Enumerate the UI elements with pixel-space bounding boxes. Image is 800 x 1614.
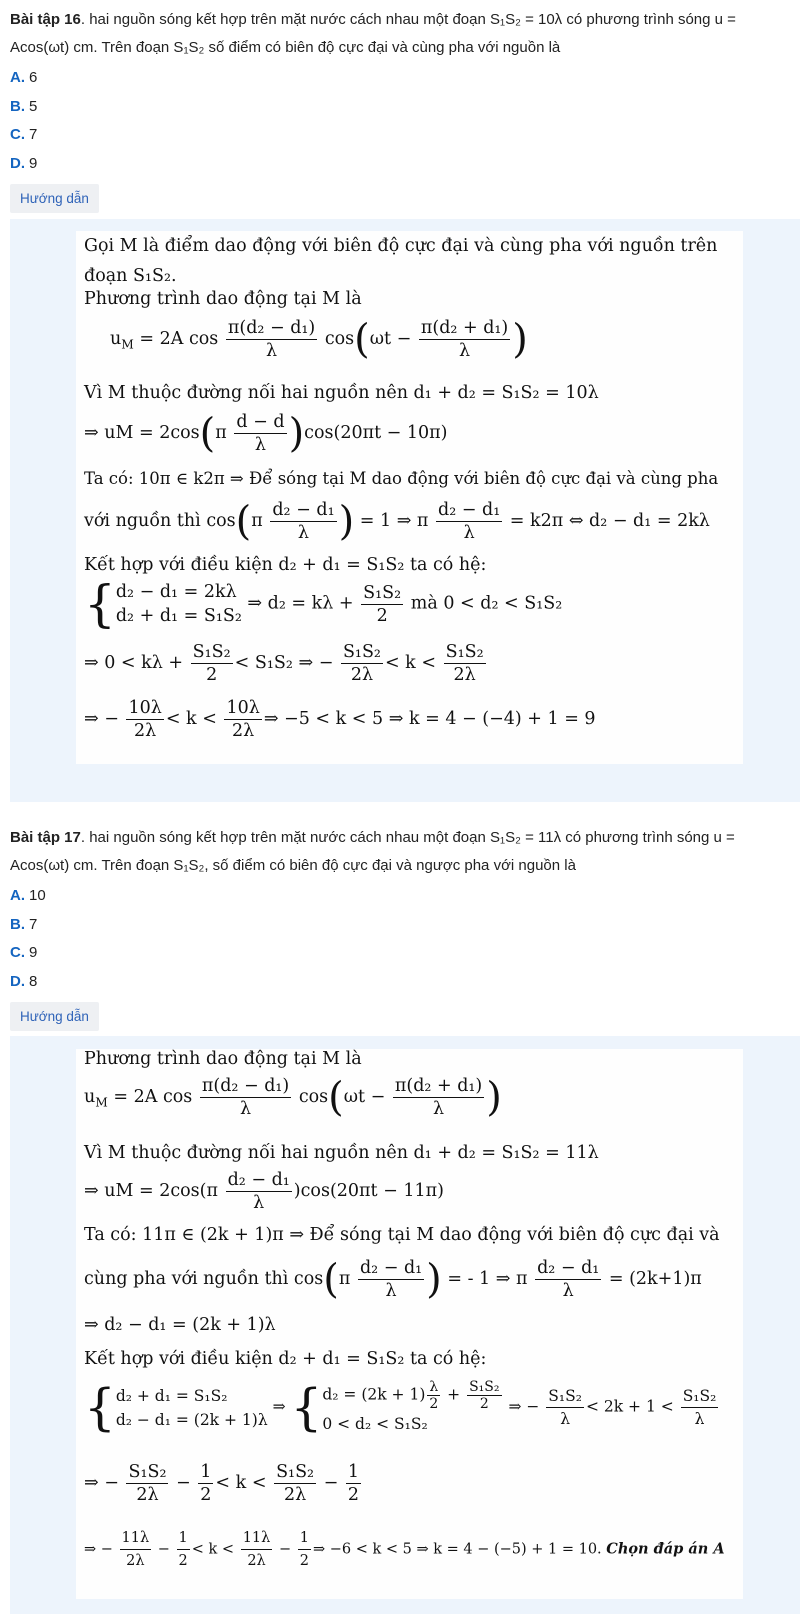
numerator: d₂ − d₁ — [537, 1258, 600, 1278]
fraction — [126, 1461, 168, 1506]
denominator: 2λ — [232, 721, 255, 741]
fraction — [419, 317, 510, 362]
paren-open: ( — [323, 1256, 339, 1303]
solution-equation — [84, 499, 735, 544]
eq-text: < k < — [384, 653, 437, 673]
numerator: S₁S₂ — [546, 1385, 584, 1408]
option-value: 8 — [29, 972, 38, 990]
brace: { — [290, 1378, 323, 1437]
option-b[interactable] — [10, 93, 790, 122]
option-value: 10 — [29, 887, 46, 904]
solution-equation — [84, 1527, 735, 1572]
answer-conclusion: Chọn đáp án A — [606, 1540, 725, 1558]
fraction — [393, 1075, 484, 1120]
numerator: S₁S₂ — [276, 1462, 315, 1482]
denominator: λ — [385, 1281, 397, 1301]
eq-sub: M — [95, 1095, 108, 1110]
fraction — [126, 697, 163, 742]
brace: { — [84, 1378, 116, 1437]
eq-text: ⇒ 0 < kλ + — [84, 653, 184, 673]
eq-text: = 1 ⇒ π — [354, 511, 429, 531]
eq-text: = - 1 ⇒ π — [441, 1269, 528, 1289]
denominator: λ — [562, 1281, 574, 1301]
numerator: 10λ — [226, 698, 260, 718]
denominator: 2 — [178, 1553, 188, 1569]
option-letter: A. — [10, 69, 25, 86]
option-value: 9 — [29, 154, 38, 172]
fraction — [298, 1527, 311, 1572]
denominator: 2 — [347, 1485, 360, 1505]
fraction — [444, 641, 486, 686]
system-row: d₂ − d₁ = (2k + 1)λ — [115, 1410, 268, 1429]
solution-equation — [110, 317, 735, 362]
numerator: 1 — [347, 1462, 360, 1482]
paren-open: ( — [199, 410, 216, 457]
solution-line: Vì M thuộc đường nối hai nguồn nên d₁ + d₂ = S₁S₂ = 10λ — [84, 383, 599, 403]
numerator: d₂ − d₁ — [272, 500, 335, 520]
numerator: π(d₂ + d₁) — [394, 1076, 483, 1096]
denominator: λ — [433, 1099, 445, 1119]
fraction — [436, 499, 502, 544]
eq-text: − — [318, 1473, 344, 1493]
exercise-17 — [10, 824, 790, 1031]
denominator: 2λ — [136, 1485, 159, 1505]
eq-text: cùng pha với nguồn thì cos — [84, 1269, 324, 1289]
option-letter: D. — [10, 154, 25, 172]
solution-line: ⇒ d₂ − d₁ = (2k + 1)λ — [84, 1315, 276, 1335]
hint-button[interactable]: Hướng dẫn — [10, 184, 99, 213]
eq-text: π — [338, 1269, 351, 1289]
denominator: λ — [240, 1099, 252, 1119]
denominator: λ — [560, 1410, 571, 1428]
eq-text: = k2π ⇔ d₂ − d₁ = 2kλ — [504, 511, 710, 531]
solution-panel-16 — [10, 219, 800, 802]
eq-text: = 2A cos — [107, 1087, 193, 1107]
paren-close: ) — [288, 410, 305, 457]
paren-close: ) — [338, 498, 355, 545]
denominator: λ — [297, 523, 310, 543]
denominator: λ — [694, 1410, 705, 1428]
eq-text: cos — [298, 1087, 329, 1107]
exercise-title: Bài tập 17 — [10, 829, 81, 846]
fraction — [358, 1257, 424, 1302]
fraction — [346, 1461, 361, 1506]
numerator: 11λ — [120, 1527, 152, 1550]
numerator: 1 — [200, 1462, 212, 1482]
eq-text: < k < — [191, 1541, 235, 1558]
fraction — [341, 641, 383, 686]
fraction — [241, 1527, 273, 1572]
option-d[interactable] — [10, 150, 790, 179]
option-a[interactable] — [10, 882, 790, 911]
system-row — [322, 1379, 503, 1412]
fraction — [224, 697, 261, 742]
eq-text: với nguồn thì cos — [84, 511, 236, 531]
option-value: 6 — [29, 69, 38, 86]
option-value: 7 — [29, 915, 38, 933]
eq-text: < k < — [165, 709, 217, 729]
numerator: S₁S₂ — [445, 642, 484, 662]
solution-line: Kết hợp với điều kiện d₂ + d₁ = S₁S₂ ta có hệ: — [84, 1349, 487, 1369]
denominator: 2 — [376, 605, 388, 626]
numerator: 11λ — [241, 1527, 273, 1550]
option-b[interactable] — [10, 911, 790, 940]
paren-close: ) — [512, 316, 528, 363]
question-17 — [10, 824, 790, 880]
option-value: 5 — [29, 97, 38, 115]
eq-text: − — [274, 1541, 296, 1558]
numerator: d₂ − d₁ — [359, 1258, 423, 1278]
numerator: d₂ − d₁ — [227, 1170, 290, 1190]
solution-equation — [84, 1257, 735, 1302]
numerator: 1 — [177, 1527, 190, 1550]
fraction — [191, 641, 233, 686]
system-row: d₂ + d₁ = S₁S₂ — [115, 606, 242, 626]
eq-text: d₂ = (2k + 1) — [322, 1385, 426, 1404]
denominator: 2 — [429, 1396, 439, 1412]
denominator: 2 — [479, 1396, 489, 1412]
option-value: 9 — [29, 944, 38, 961]
numerator: S₁S₂ — [128, 1462, 167, 1482]
denominator: λ — [463, 523, 475, 543]
option-a[interactable] — [10, 64, 790, 93]
system-row: d₂ − d₁ = 2kλ — [115, 582, 237, 602]
fraction — [234, 411, 286, 456]
fraction — [681, 1385, 719, 1430]
fraction — [467, 1379, 501, 1412]
solution-panel-17 — [10, 1036, 800, 1614]
numerator: π(d₂ + d₁) — [420, 318, 509, 338]
eq-text: u — [84, 1087, 96, 1107]
numerator: d₂ − d₁ — [438, 500, 501, 520]
paren-open: ( — [354, 316, 370, 363]
solution-equation — [84, 575, 735, 633]
solution-equation — [84, 411, 735, 456]
eq-text: ⇒ − — [84, 1473, 119, 1493]
question-16 — [10, 6, 790, 62]
eq-text: u — [110, 329, 122, 349]
fraction — [198, 1461, 213, 1506]
paren-close: ) — [486, 1074, 502, 1121]
option-letter: B. — [10, 915, 25, 933]
solution-line: Ta có: 10π ∈ k2π ⇒ Để sóng tại M dao động với biên độ cực đại và cùng pha — [84, 469, 719, 488]
solution-line: Gọi M là điểm dao động với biên độ cực đại và cùng pha với nguồn trên đoạn S₁S₂. — [84, 236, 718, 286]
eq-text: ⇒ −6 < k < 5 ⇒ k = 4 − (−5) + 1 = 10. — [312, 1541, 602, 1558]
eq-text: cos — [324, 329, 355, 349]
paren-open: ( — [235, 498, 252, 545]
solution-line: Phương trình dao động tại M là — [84, 1049, 362, 1069]
option-letter: C. — [10, 126, 25, 143]
eq-text: )cos(20πt − 11π) — [293, 1181, 444, 1201]
numerator: S₁S₂ — [342, 642, 381, 662]
numerator: 10λ — [128, 698, 162, 718]
denominator: 2 — [200, 1485, 212, 1505]
solution-equation — [84, 1461, 735, 1506]
eq-text: = (2k+1)π — [603, 1269, 702, 1289]
eq-text: < k < — [215, 1473, 267, 1493]
numerator: d − d — [236, 412, 285, 432]
solution-line: Vì M thuộc đường nối hai nguồn nên d₁ + d₂ = S₁S₂ = 11λ — [84, 1143, 599, 1163]
hint-button[interactable]: Hướng dẫn — [10, 1002, 99, 1031]
question-text: . hai nguồn sóng kết hợp trên mặt nước cách nhau một đoạn S₁S₂ = 11λ có phương trình sóng u = Acos(ωt) cm. Trên đoạn S₁S₂, số điểm có biên độ cực đại và ngược pha với nguồn là — [10, 829, 735, 874]
equation-system — [116, 1384, 268, 1432]
fraction — [427, 1379, 440, 1412]
denominator: λ — [459, 341, 471, 361]
eq-text: cos(20πt − 10π) — [304, 423, 448, 443]
eq-text: π — [251, 511, 263, 531]
eq-text: − — [170, 1473, 197, 1493]
solution-line: Kết hợp với điều kiện d₂ + d₁ = S₁S₂ ta có hệ: — [84, 555, 487, 575]
fraction — [535, 1257, 601, 1302]
solution-equation — [84, 1379, 735, 1436]
option-letter: B. — [10, 97, 25, 115]
fraction — [177, 1527, 190, 1572]
brace: { — [84, 575, 116, 633]
exercise-title: Bài tập 16 — [10, 11, 81, 28]
denominator: 2λ — [126, 1553, 145, 1569]
numerator: S₁S₂ — [469, 1379, 500, 1395]
fraction — [120, 1527, 152, 1572]
eq-text: ⇒ — [272, 1397, 286, 1416]
eq-text: ωt − — [343, 1087, 386, 1107]
eq-text: ⇒ uM = 2cos — [84, 423, 200, 443]
denominator: λ — [254, 435, 266, 455]
fraction — [226, 317, 317, 362]
fraction — [274, 1461, 316, 1506]
equation-system — [322, 1379, 503, 1436]
eq-text: − — [153, 1541, 175, 1558]
eq-sub: M — [121, 337, 134, 352]
denominator: 2 — [299, 1553, 309, 1569]
denominator: 2λ — [453, 665, 476, 685]
numerator: S₁S₂ — [681, 1385, 719, 1408]
numerator: 1 — [298, 1527, 311, 1550]
fraction — [546, 1385, 584, 1430]
denominator: 2λ — [134, 721, 157, 741]
system-row: d₂ + d₁ = S₁S₂ — [115, 1386, 228, 1405]
denominator: 2λ — [247, 1553, 266, 1569]
solution-equation — [84, 1075, 735, 1120]
eq-text: ⇒ d₂ = kλ + — [247, 593, 354, 614]
denominator: 2λ — [350, 665, 374, 685]
option-c[interactable] — [10, 939, 790, 968]
numerator: S₁S₂ — [192, 642, 231, 662]
eq-text: ⇒ − — [84, 709, 119, 729]
eq-text: < 2k + 1 < — [585, 1397, 674, 1416]
answer-options — [10, 882, 790, 996]
eq-text: = 2A cos — [133, 329, 219, 349]
option-letter: D. — [10, 972, 25, 990]
numerator: π(d₂ − d₁) — [227, 318, 316, 338]
eq-text: ωt − — [369, 329, 412, 349]
paren-close: ) — [426, 1256, 442, 1303]
eq-text: ⇒ − — [84, 1541, 113, 1558]
option-letter: A. — [10, 887, 25, 904]
eq-text: ⇒ − — [508, 1397, 540, 1416]
numerator: S₁S₂ — [363, 582, 402, 603]
fraction — [361, 582, 403, 627]
denominator: λ — [253, 1193, 265, 1213]
question-text: . hai nguồn sóng kết hợp trên mặt nước cách nhau một đoạn S₁S₂ = 10λ có phương trình sóng u = Acos(ωt) cm. Trên đoạn S₁S₂ số điểm có biên độ cực đại và cùng pha với nguồn là — [10, 11, 736, 56]
fraction — [226, 1169, 292, 1214]
eq-text: π — [215, 423, 227, 443]
fraction — [200, 1075, 291, 1120]
denominator: λ — [266, 341, 278, 361]
numerator: λ — [429, 1379, 439, 1395]
eq-text: mà 0 < d₂ < S₁S₂ — [405, 593, 563, 614]
solution-equation — [84, 641, 735, 686]
solution-line: Phương trình dao động tại M là — [84, 289, 362, 309]
option-d[interactable] — [10, 968, 790, 997]
eq-text: ⇒ −5 < k < 5 ⇒ k = 4 − (−4) + 1 = 9 — [263, 709, 596, 729]
fraction — [270, 499, 336, 544]
solution-image — [76, 231, 743, 764]
option-value: 7 — [29, 126, 38, 143]
eq-text: < S₁S₂ ⇒ − — [234, 653, 334, 673]
solution-equation — [84, 697, 735, 742]
solution-image — [76, 1049, 743, 1599]
equation-system — [116, 580, 242, 628]
solution-equation — [84, 1169, 735, 1214]
option-c[interactable] — [10, 121, 790, 150]
numerator: π(d₂ − d₁) — [201, 1076, 290, 1096]
system-row: 0 < d₂ < S₁S₂ — [322, 1415, 428, 1433]
option-letter: C. — [10, 944, 25, 961]
answer-options — [10, 64, 790, 178]
solution-line: Ta có: 11π ∈ (2k + 1)π ⇒ Để sóng tại M dao động với biên độ cực đại và — [84, 1225, 720, 1245]
paren-open: ( — [328, 1074, 344, 1121]
denominator: 2 — [206, 665, 218, 685]
eq-text: ⇒ uM = 2cos(π — [84, 1181, 218, 1201]
denominator: 2λ — [283, 1485, 307, 1505]
eq-text: + — [442, 1385, 466, 1404]
exercise-16 — [10, 6, 790, 213]
